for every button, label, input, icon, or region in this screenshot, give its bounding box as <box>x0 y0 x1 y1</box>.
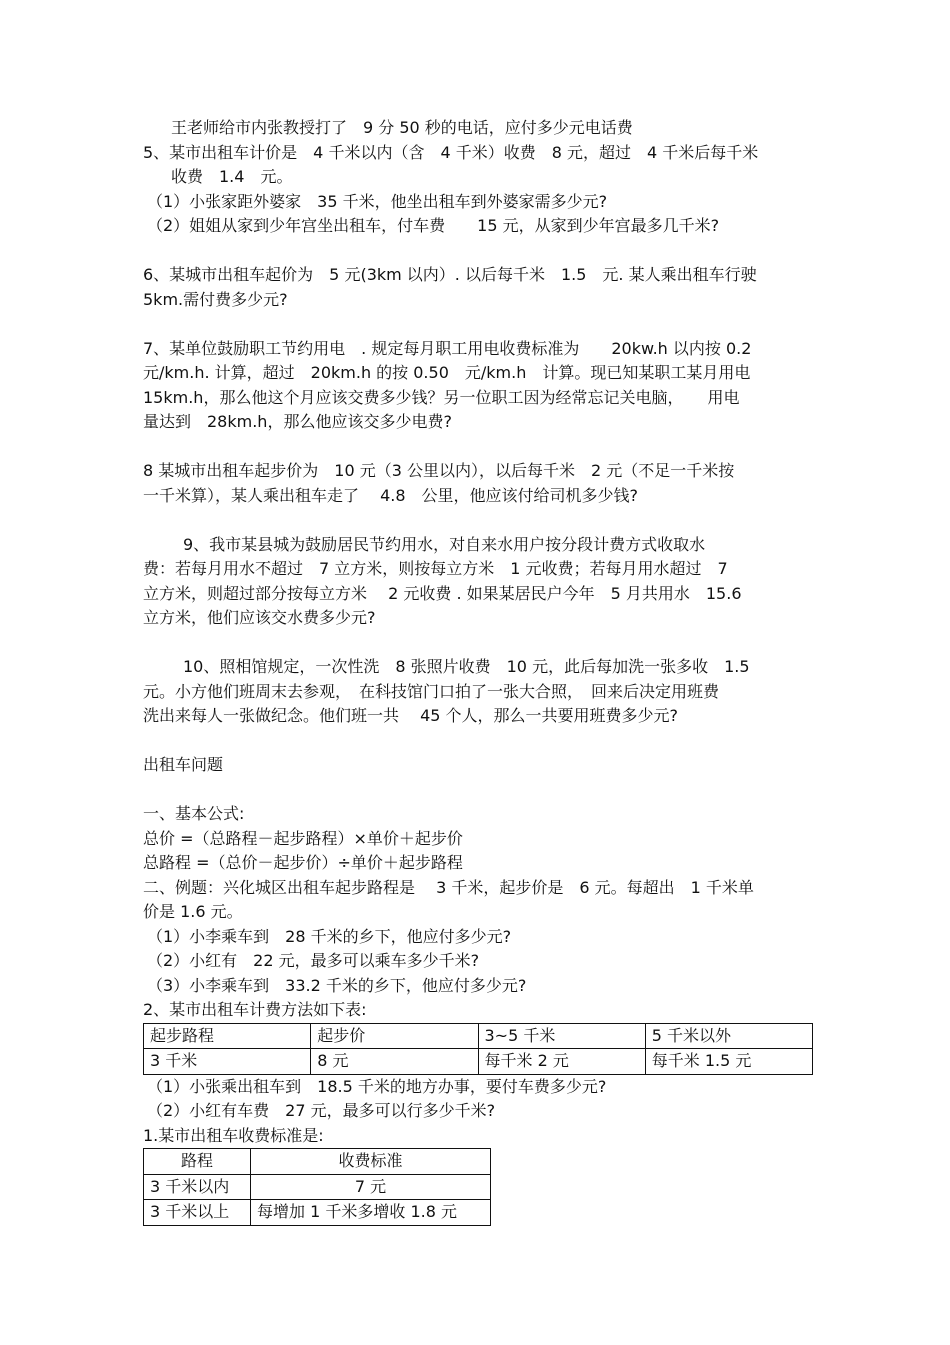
text-line: 15km.h，那么他这个月应该交费多少钱？另一位职工因为经常忘记关电脑， 用电 <box>143 387 740 407</box>
table-cell: 路程 <box>144 1149 251 1175</box>
text-line: （1）小张乘出租车到 18.5 千米的地方办事，要付车费多少元? <box>147 1076 607 1096</box>
section-title: 出租车问题 <box>143 755 224 774</box>
text-line: （2）小红有 22 元，最多可以乘车多少千米? <box>147 951 480 970</box>
text-line: 5km.需付费多少元? <box>143 289 288 309</box>
table-cell: 5 千米以外 <box>645 1023 812 1049</box>
text-line: 7、某单位鼓励职工节约用电 . 规定每月职工用电收费标准为 20kw.h 以内按 0.2 <box>143 338 752 358</box>
text-line: 王老师给市内张教授打了 9 分 50 秒的电话，应付多少元电话费 <box>171 118 633 137</box>
text-line: 5、某市出租车计价是 4 千米以内（含 4 千米）收费 8 元，超过 4 千米后每千米 <box>143 142 759 162</box>
table-cell: 收费标准 <box>251 1149 491 1175</box>
text-line: （1）小李乘车到 28 千米的乡下，他应付多少元? <box>147 926 512 946</box>
table-row <box>144 1023 813 1049</box>
table-row <box>144 1174 491 1200</box>
text-line: 6、某城市出租车起价为 5 元(3km 以内）. 以后每千米 1.5 元. 某人乘出租车行驶 <box>143 265 757 284</box>
table-cell: 起步路程 <box>144 1023 311 1049</box>
table-cell: 每千米 1.5 元 <box>645 1049 812 1075</box>
table-row <box>144 1049 813 1075</box>
text-line: 量达到 28km.h，那么他应该交多少电费? <box>143 412 452 431</box>
text-line: 10、照相馆规定，一次性洗 8 张照片收费 10 元，此后每加洗一张多收 1.5 <box>183 657 750 676</box>
text-line: 一千米算），某人乘出租车走了 4.8 公里，他应该付给司机多少钱? <box>143 485 639 505</box>
fare-table-1 <box>143 1023 813 1075</box>
table-row <box>144 1200 491 1226</box>
table-cell: 每增加 1 千米多增收 1.8 元 <box>251 1200 491 1226</box>
table-cell: 3 千米以内 <box>144 1174 251 1200</box>
text-line: 立方米，则超过部分按每立方米 2 元收费 . 如果某居民户今年 5 月共用水 15.6 <box>143 583 742 603</box>
text-line: 9、我市某县城为鼓励居民节约用水，对自来水用户按分段计费方式收取水 <box>183 534 706 554</box>
text-line: 费：若每月用水不超过 7 立方米，则按每立方米 1 元收费；若每月用水超过 7 <box>143 559 728 578</box>
text-line: （2）姐姐从家到少年宫坐出租车，付车费 15 元，从家到少年宫最多几千米? <box>147 216 720 235</box>
document-content <box>143 116 823 1226</box>
text-line: 8 某城市出租车起步价为 10 元（3 公里以内），以后每千米 2 元（不足一千米按 <box>143 461 735 480</box>
text-line: 二、例题：兴化城区出租车起步路程是 3 千米，起步价是 6 元。每超出 1 千米单 <box>143 877 754 897</box>
text-line: 立方米，他们应该交水费多少元? <box>143 608 376 627</box>
text-line: 元/km.h. 计算，超过 20km.h 的按 0.50 元/km.h 计算。现已知某职工某月用电 <box>143 363 751 382</box>
text-line: 2、某市出租车计费方法如下表: <box>143 1000 367 1019</box>
table-cell: 3 千米 <box>144 1049 311 1075</box>
text-line: 1.某市出租车收费标准是: <box>143 1125 324 1145</box>
fare-table-2 <box>143 1148 491 1226</box>
text-line: （2）小红有车费 27 元，最多可以行多少千米? <box>147 1101 496 1120</box>
text-line: 一、基本公式: <box>143 804 245 823</box>
formula-line: 总价 =（总路程－起步路程）×单价＋起步价 <box>143 828 463 848</box>
text-line: （3）小李乘车到 33.2 千米的乡下，他应付多少元? <box>147 975 527 995</box>
text-line: 洗出来每人一张做纪念。他们班一共 45 个人，那么一共要用班费多少元? <box>143 706 679 725</box>
table-cell: 起步价 <box>311 1023 478 1049</box>
table-row <box>144 1149 491 1175</box>
text-line: 收费 1.4 元。 <box>171 167 293 186</box>
table-cell: 7 元 <box>251 1174 491 1200</box>
text-line: （1）小张家距外婆家 35 千米，他坐出租车到外婆家需多少元? <box>147 191 608 211</box>
table-cell: 每千米 2 元 <box>478 1049 645 1075</box>
table-cell: 3 千米以上 <box>144 1200 251 1226</box>
formula-line: 总路程 =（总价－起步价）÷单价＋起步路程 <box>143 853 463 872</box>
text-line: 元。小方他们班周末去参观， 在科技馆门口拍了一张大合照， 回来后决定用班费 <box>143 681 720 701</box>
table-cell: 8 元 <box>311 1049 478 1075</box>
text-line: 价是 1.6 元。 <box>143 902 243 921</box>
table-cell: 3~5 千米 <box>478 1023 645 1049</box>
